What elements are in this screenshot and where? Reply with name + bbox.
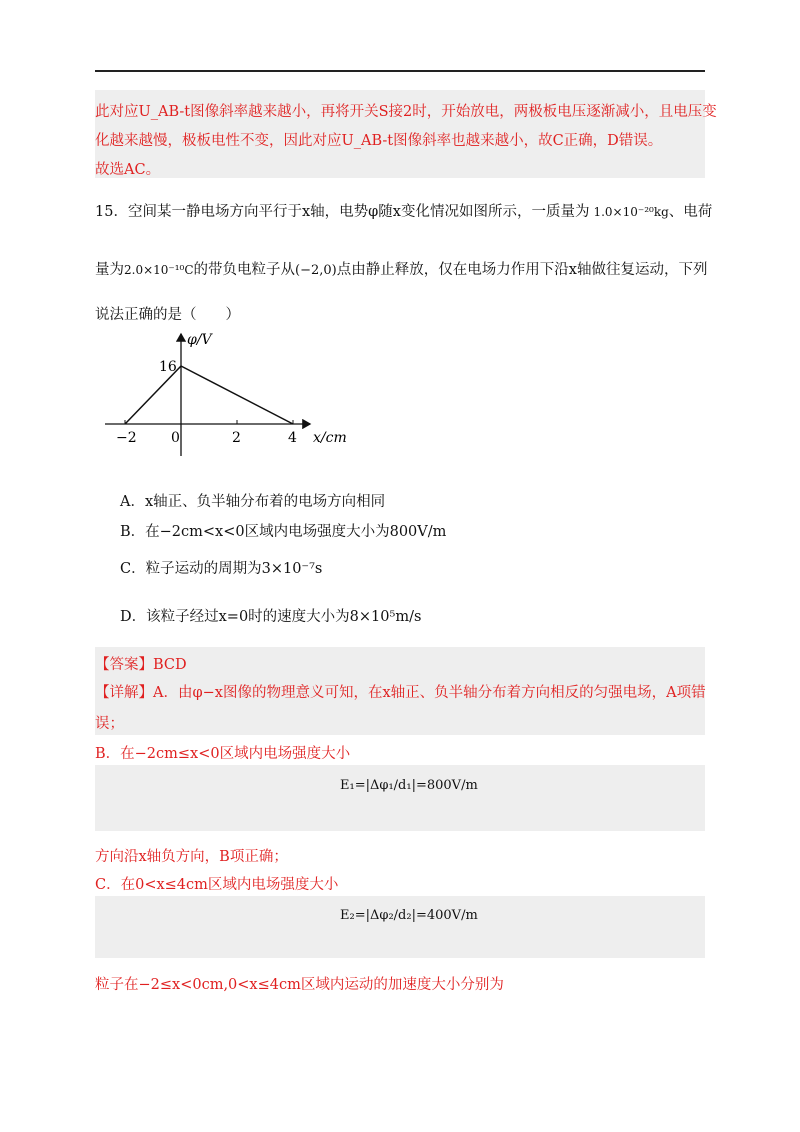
phi-x-graph: [95, 328, 365, 458]
question-text-2b: 的带负电粒子从: [193, 262, 296, 278]
x-axis-label: x/cm: [313, 430, 347, 446]
question-line-2: [95, 258, 707, 279]
prev-answer-line-2: 化越来越慢，极板电性不变，因此对应U_AB-t图像斜率也越来越小，故C正确，D错误。: [95, 133, 663, 149]
graph-segment-1: [181, 366, 293, 424]
formula-1: E₁=|Δφ₁/d₁|=800V/m: [340, 778, 478, 793]
question-line-1: [95, 200, 712, 221]
question-text-1b: 、电荷: [668, 204, 713, 220]
formula-2-shade: [95, 896, 705, 958]
answer-b-line-2: 方向沿x轴负方向，B项正确；: [95, 849, 288, 865]
option-d: D．该粒子经过x=0时的速度大小为8×10⁵m/s: [120, 609, 422, 625]
tick-label-2: 2: [232, 430, 241, 446]
answer-a-text: A．由φ−x图像的物理意义可知，在x轴正、负半轴分布着方向相反的匀强电场，A项错: [153, 685, 706, 701]
question-text-2a: 量为: [95, 262, 124, 278]
plot-area: [125, 366, 293, 424]
prev-answer-line-3: 故选AC。: [95, 162, 161, 178]
question-number: 15．: [95, 204, 128, 220]
question-text-1: 空间某一静电场方向平行于x轴，电势φ随x变化情况如图所示，一质量为: [127, 204, 590, 220]
tick-label-0: 0: [171, 430, 180, 446]
question-line-3: 说法正确的是（ ）: [95, 307, 240, 323]
question-text-2c: 点由静止释放，仅在电场力作用下沿x轴做往复运动，下列: [336, 262, 708, 278]
option-b: B．在−2cm<x<0区域内电场强度大小为800V/m: [120, 524, 447, 540]
tick-label-neg2: −2: [116, 430, 137, 446]
option-a: A．x轴正、负半轴分布着的电场方向相同: [120, 494, 386, 510]
charge-value: 2.0×10⁻¹⁰C: [124, 263, 194, 277]
answer-a-line-1: [95, 681, 706, 702]
answer-b-line-1: B．在−2cm≤x<0区域内电场强度大小: [95, 746, 351, 762]
prev-answer-line-1: 此对应U_AB-t图像斜率越来越小，再将开关S接2时，开始放电，两极板电压逐渐减小，且电压变: [95, 104, 717, 120]
detail-label: 【详解】: [95, 685, 153, 701]
answer-c-line-2: 粒子在−2≤x<0cm,0<x≤4cm区域内运动的加速度大小分别为: [95, 977, 504, 993]
formula-1-shade: [95, 765, 705, 831]
answer-a-line-2: 误；: [95, 716, 124, 732]
header-rule: [95, 70, 705, 72]
formula-2: E₂=|Δφ₂/d₂|=400V/m: [340, 908, 478, 923]
tick-label-4: 4: [288, 430, 297, 446]
mass-value: 1.0×10⁻²⁰kg: [593, 205, 669, 219]
option-c: C．粒子运动的周期为3×10⁻⁷s: [120, 561, 323, 577]
answer-c-line-1: C．在0<x≤4cm区域内电场强度大小: [95, 877, 339, 893]
peak-label: 16: [159, 359, 177, 375]
y-axis-label: φ/V: [187, 332, 212, 348]
start-point: (−2,0): [295, 263, 337, 278]
answer-label: 【答案】BCD: [95, 657, 187, 673]
